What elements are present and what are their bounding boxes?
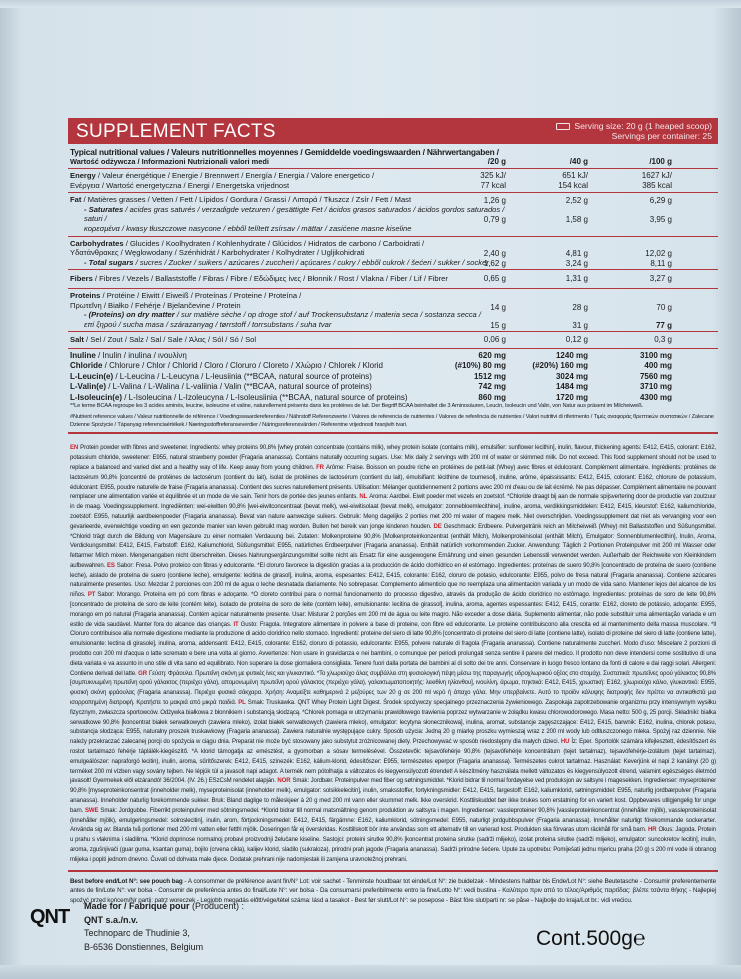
serving-info (556, 121, 712, 141)
language-section-text: Arôme: Fraise. Boisson en poudre riche en protéines de petit-lait (Whey) avec fibres et édulcorant. Complément alimentaire. Ingrédients: protéines de lactosérum 90,8% [concentré de protéines de lactosérum (contient du lait), isolat de protéines de lactosérum (contient du lait), émulsifiant: lécithine de tournesol], inuline, arôme, épaississants: E412, E415, colorant: E162, chlorure de potassium, édulcorant: E955, poudre naturelle de fraise (Fragaria ananassa). Contient des sucres naturellement présents. Utilisation: Mélanger quotidiennement 2 portions avec 200 ml d'eau ou de lait écrémé. Ne pas dépasser. Complément alimentaire ne pouvant remplacer une alimentation variée et équilibrée et un mode de vie sain. Tenir hors de portée des jeunes enfants. (70, 464, 716, 501)
carbs-40g: 4,81 g (565, 248, 588, 258)
dry-matter-translations-2: επί ξηρού / sucha masa / szárazanyag / tørrstoff / torrsubstans / suha tvar (84, 319, 332, 329)
language-section-text: Smak: Jordbær. Proteinpulver med fiber og søtningsmiddel. *Klorid bidrar til normal fordøyelse ved produksjon av saltsyre i magesekken. Ingredienser: myseproteiner 90,8% [myseproteinkonsentrat (inneholder melk), myseproteinisolat (inneholder melk), emulgator: solsikkelecitin], inulin, smaksstoffer, fortykningsmidler: E412, E415, fargestoff: E162, kaliumklorid, søtningsmiddel: E955, naturlig jordbærpulver (Fragaria ananassa). Inneholder naturlig forekommende sukker. Bruk: Bland daglige to måleskjeer à 20 g med 200 ml vann eller skummet melk. Ikke overskrid. Kosttilskuddet bør ikke brukes som erstatning for en variert kost. Oppbevares utilgjengelig for unge barn. (70, 778, 716, 814)
supplement-facts-header (68, 118, 718, 144)
carbs-100g: 12,02 g (645, 248, 672, 258)
language-code: NOR (277, 778, 291, 785)
language-section-text: Íz: Eper. Sportolók számára kifejlesztett, édesítőszert és rostot tartalmazó fehérje táplálék-kiegészítő. *A klorid támogatja az emésztést, a gyomorban a sósav termelésével. Összetevők: tejsavófehérje 90,8% (tejsavófehérje koncentrátum (tejet tartalmaz), tejsavófehérje-izolátum (tejet tartalmaz), emulgeálószer: napraforgó lecitin), inulin, aroma, sűrítőszerek: E412, E415, színezék: E162, kálium-klorid, édesítőszer: E955, természetes eperpor (Fragaria ananassa). Természetes cukrot tartalmaz. Használat: Keverjünk el napi 2 kanálnyi (20 g) terméket 200 ml vízben vagy sovány tejben. Ne lépjük túl a javasolt napi adagot. A termék nem pótolhatja a változatos és kiegyensúlyozott étrendet! A készítmény használata mellett változatos és kiegyensúlyozott étrend, valamint egészséges életmód javasolt! Gyermekek elől elzárandó! 36/2004. (IV. 26.) ESzCsM rendelet alapján. (70, 739, 716, 785)
servings-per-container: Servings per container: 25 (611, 131, 712, 141)
sugars-20g: 1,62 g (483, 258, 506, 268)
nutrient-label: L-Valin(e) (70, 382, 107, 392)
language-section-text: Aroma: Aardbei. Eiwit poeder met vezels en zoetstof. *Chloride draagt bij aan de normale spijsvertering door de productie van zoutzuur in de maag. Voedingssupplement. Ingrediënten: wei-eiwitten 90,8% [wei-eiwitconcentraat (bevat melk), wei-eiwitisolaat (bevat melk), emulgator: zonnebloemlecithine], inuline, aroma, verdikkingsmiddelen: E412, E415, kleurstof: E162, kaliumchloride, zoetstof: E955, natuurlijk aardbeienpoeder (Fragaria ananassa). Bevat van nature aanwezige suikers. Gebruik: Meng dagelijks 2 porties met 200 ml water of magere melk. Niet overschrijden. Voedingssupplement dat niet als vervanging voor een gevarieerde, evenwichtige voeding en een gezonde manier van leven gebruikt mag worden. Buiten het bereik van jonge kinderen houden. (70, 494, 717, 530)
nutrient-row (68, 361, 718, 371)
language-code: PT (87, 592, 96, 599)
nutrient-value: 1720 mg (555, 392, 588, 402)
sugars-40g: 3,24 g (565, 258, 588, 268)
proteins-translations-2: Πρωτεΐνη / Białko / Fehérje / Bjelančevine / Protein (70, 300, 241, 310)
producent-label: (Producent) : (189, 901, 245, 911)
dry-matter-label: - (Proteins) on dry matter (84, 310, 175, 320)
pouch-top-edge (0, 0, 741, 8)
fibers-20g: 0,65 g (483, 274, 506, 284)
proteins-translations: / Protéine / Eiwitt / Eiweiß / Proteínas / Proteine / Proteína / (100, 290, 302, 300)
nutrient-label: L-Leucin(e) (70, 371, 114, 381)
nutrient-value: 3100 mg (639, 350, 672, 360)
fibers-40g: 1,31 g (565, 274, 588, 284)
column-100g: /100 g (649, 157, 672, 166)
proteins-row (68, 289, 718, 332)
nutrient-label: Chloride (70, 361, 103, 371)
serving-size: Serving size: 20 g (1 heaped scoop) (574, 121, 712, 131)
nutrient-label: L-Isoleucin(e) (70, 392, 123, 402)
address-line-1: Technoparc de Thudinie 3, (84, 928, 190, 938)
proteins-label: Proteins (70, 290, 101, 300)
fat-row (68, 193, 718, 236)
salt-40g: 0,12 g (565, 335, 588, 345)
language-code: HU (560, 739, 570, 746)
sugars-label: - Total sugars (84, 257, 134, 267)
table-heading: Typical nutritional values / Valeurs nutritionnelles moyennes / Gemiddelde voedingswaarden / Nährwertangaben / (70, 147, 499, 157)
language-section-text: Γεύση: Φράουλα. Πρωτεΐνη σκόνη με φυτικές ίνες και γλυκαντικό. *Το χλωριούχο άλας συμβάλλει στη φυσιολογική πέψη μέσω της παραγωγής υδροχλωρικού οξέος στο στομάχι. Συστατικά: πρωτεΐνες ορού γάλακτος 90,8% [συμπυκνωμένη πρωτεΐνη ορού γάλακτος (περιέχει γάλα), απομονωμένη πρωτεΐνη ορού γάλακτος (περιέχει γάλα), γαλακτωματοποιητής: λεκιθίνη ηλίανθου], ινουλίνη, άρωμα, πηκτικά: E412, E415, χρωστική: E162, χλωριούχο κάλιο, γλυκαντικό: E955, φυσική σκόνη φράουλας (Fragaria ananassa). Περιέχει φυσικά σάκχαρα. Χρήση: Αναμείξτε καθημερινά 2 μεζούρες των 20 g σε 200 ml νερό ή άπαχο γάλα. Μην υπερβαίνετε. Αυτό το προϊόν κάλυψης διατροφής δεν πρέπει να αντικαθιστά μια ισορροπημένη διατροφή. Κρατήστε το μακριά από μικρά παιδιά. (70, 670, 717, 707)
dry-matter-40g: 31 g (572, 320, 588, 330)
ingredients-text (68, 434, 718, 871)
fat-translations: / Matières grasses / Vetten / Fett / Lípidos / Gordura / Grassi / Λιπαρά / Tłuszcz / Zsír / Fett / Mast (81, 195, 412, 205)
nutrient-value: 620 mg (478, 350, 506, 360)
salt-label: Salt (70, 335, 84, 345)
nutrient-value: (#20%) 160 mg (532, 361, 588, 371)
nutrient-value: 1240 mg (555, 350, 588, 360)
proteins-20g: 14 g (490, 302, 506, 312)
supplement-facts-panel (68, 118, 718, 910)
nutrient-row (68, 351, 718, 361)
nutrient-value: 4300 mg (639, 392, 672, 402)
fibers-label: Fibers (70, 274, 93, 284)
language-section-text: Sabor: Fresa. Polvo proteico con fibras y edulcorante. *El cloruro favorece la digestión gracias a la producción de ácido clorhídrico en el estómago. Ingredientes: proteínas de suero 90,8% [concentrado de proteína de suero (contiene leche), aislado de proteína de suero (contiene leche), emulgente: lecitina de girasol], inulina, aroma, espesantes: E412, E415, colorante: E162, cloruro de potasio, edulcorante: E955, polvo de fresa natural (Fragaria ananassa). Contiene azúcares naturalmente presentes. Uso: Mezclar 2 porciones con 200 ml de agua o leche desnatada diariamente. No sobrepasar. Complemento alimenticio que no reemplaza una alimentación variada y un modo de vida sano. Mantener lejos del alcance de los niños. (70, 562, 716, 599)
saturates-100g: 3,95 g (649, 215, 672, 225)
table-heading-row (68, 144, 718, 169)
dry-matter-100g: 77 g (655, 320, 672, 330)
carbohydrates-translations: / Glucides / Koolhydraten / Kohlenhydrate / Glúcidos / Hidratos de carbono / Carboidrati / (123, 238, 425, 248)
nutrient-row (68, 372, 718, 382)
fibers-translations: / Fibres / Vezels / Ballaststoffe / Fibras / Fibre / Εδώδιμες ίνες / Błonnik / Rost / Vlakna / Fiber / Lif / Fibrer (92, 274, 448, 284)
carbohydrates-translations-2: Υδατάνθρακες / Węglowodany / Szénhidrát / Karbohydrater / Kolhydrater / Ugljikohidrati (70, 248, 365, 258)
language-section-text: Geschmack: Erdbeere. Pulvergetränk reich an Milcheiweiß (Whey) mit Ballaststoffen und Süßungsmittel. *Chlorid trägt durch die Bildung von Magensäure zu einer normalen Verdauung bei. Zutaten: Molkenproteine 90,8% [Molkenproteinkonzentrat (enthält Milch), Molkenproteinisolat (enthält Milch), Emulgator: Sonnenblumenlecithin], Inulin, Aroma, Verdickungsmittel: E412, E415, Farbstoff: E162, Kaliumchlorid, Süßungsmittel: E955, natürliches Erdbeerpulver (Fragaria ananassa). Enthält natürlich vorkommenden Zucker. Anwendung: Täglich 2 Portionen Proteinpulver mit 200 ml Wasser oder fettarmer Milch mixen. Mengenangaben nicht überschreiten. Dieses Nahrungsergänzungsmittel sollte nicht als Ersatz für eine ausgewogene Ernährung und einen gesunden Lebensstil verwendet werden. Außerhalb der Reichweite von Kleinkindern aufbewahren. (70, 523, 717, 569)
column-40g: /40 g (569, 157, 588, 166)
nrv-note: #Nutrient reference values / Valeur nutritionnelle de référence / Voedingswaardereferenties / Nährstoff Referenzwerte / Valores de referencia de nutrientes / Valores de referência de nutrientes / Valori nutritivi di riferimento / Τιμές αναφοράς θρεπτικών συστατικών / Zalecane Dzienne Spożycie / Tápanyag referenciaértékek / Næringsstoffreferanseverdier / Näringsreferensvärden / Referentne vrijednosti hranjivih tvari. (70, 413, 714, 428)
language-code: ES (106, 562, 115, 569)
bcaa-note: **Le terme BCAA regroupe les 3 acides aminés, leucine, isoleucine et valine, naturellement présents dans les protéines de lait. Der Begriff BCAA beinhaltet die 3 Aminosäuren, Leucin, Isoleucin und Valin, von Natur aus präsent im Milcheiweiß. (70, 402, 644, 409)
language-section-text: Smak: Truskawka. QNT Whey Protein Light Digest. Środek spożywczy specjalnego przeznaczenia żywieniowego. Zaspokaja zapotrzebowanie organizmu przy intensywnym wysiłku fizycznym, zwłaszcza sportowców. Odżywka białkowa z błonnikiem i substancją słodzącą. *Chlorek pomaga w utrzymaniu prawidłowego trawienia poprzez wytwarzanie w żołądku kwasu chlorowodorowego. Masa netto: 500 g, 25 porcji. Składniki: białka serwatkowe 90,8% [koncentrat białek serwatkowych (zawiera mleko), izolat białek serwatkowych (zawiera mleko), emulgator: lecytyna słonecznikowa], inulina, aromat, substancje zagęszczające: E412, E415, barwnik: E162, inulina, chlorek potasu, substancja słodząca: E955, naturalny proszek truskawkowy (Fragaria ananassa). Zawiera naturalnie występujące cukry. Sposób użycia: Jedną 20 g miarkę proszku wymieszaj wraz z 200 ml wody lub odtłuszczonego mleka. Spożyj raz dziennie. Nie należy przekraczać zalecanej porcji do spożycia w ciągu dnia. Preparat nie może być stosowany jako substytut zróżnicowanej diety. Przechowywać w sposób niedostępny dla małych dzieci. (70, 700, 717, 746)
language-section-text: Sabor: Morango. Proteína em pó com fibras e adoçante. *O cloreto contribui para o normal funcionamento do processo digestivo, através da produção de ácido clorídrico no estômago. Ingredientes: proteínas de soro de leite 90,8% [concentrado de proteína de soro de leite (contém leite), isolado de proteína de soro de leite (contém leite), emulsionante: lecitina de girassol], inulina, aroma, agentes espessantes: E412, E415, corante: E162, cloreto de potássio, adoçante: E955, morango em pó natural (Fragaria ananassa). Contém açúcar naturalmente presente. Usar: Misturar 2 porções em 200 ml de água ou leite magro. Não exceder a dose diária. Suplemento alimentar, não pode substituir uma alimentação variada e um estilo de vida saudável. Manter fora do alcance das crianças. (70, 592, 717, 628)
nutrient-value: 1484 mg (555, 382, 588, 392)
carbs-20g: 2,40 g (483, 248, 506, 258)
saturates-40g: 1,58 g (565, 215, 588, 225)
saturates-20g: 0,79 g (483, 215, 506, 225)
language-code: FR (316, 464, 324, 471)
dry-matter-translations: / sur matière sèche / op droge stof / auf Trockensubstanz / materia seca / sostanza secca / (174, 310, 482, 320)
language-section-text: Protein powder with fibres and sweetener. Ingredients: whey proteins 90,8% [whey protein concentrate (contains milk), whey protein isolate (contains milk), emulsifier: sunflower lecithin], inulin, flavour, thickening agents: E412, E415, colorant: E162, potassium chloride, sweetener: E955, natural strawberry powder (Fragaria ananassa). Contains naturally occurring sugars. Use: Mix daily 2 servings with 200 ml of water or skimmed milk. Do not exceed. This food supplement should not be used to replace a balanced and varied diet and a healthy way of life. Keep away from young children. (70, 445, 716, 471)
language-code: DE (433, 523, 442, 530)
sugars-translations: / sucres / Zucker / suikers / azúcares / zuccheri / açúcares / cukry / ebből cukrok / šećeri / sukker / socker (133, 257, 489, 267)
energy-label: Energy (70, 171, 96, 180)
dry-matter-20g: 15 g (490, 320, 506, 330)
language-code: SWE (84, 807, 99, 814)
saturates-label: - Saturates (84, 204, 124, 214)
nutrient-label: Inuline (70, 350, 96, 360)
energy-40g: 651 kJ/ 154 kcal (558, 171, 588, 190)
saturates-translations: / acides gras saturés / verzadigde vetzuren / gesättigte Fet / ácidos grasos saturados / ácidos gordos saturados / saturi / (84, 204, 505, 224)
language-code: PL (238, 700, 246, 707)
language-section-text: Okus: Jagoda. Protein u prahu s vlaknima i sladilima. *Klorid doprinose normalnoj probavi proizvodnji želučane kiseline. Sastojci: proteini sirutke 90,8% [koncentrat proteina sirutke (sadrži mlijeko), izolat proteina sirutke (sadrži mlijeko), emulgator: suncokretov lecitin], inulin, aroma, zgušnjivači (guar guma, ksantan guma), bojilo (crvena cikla), kalijev klorid, sladilo (sukraloza), prirodni prah jagode (Fragaria ananassa). Sadrži prirodne šećere. Upute za upotrebu: Pomiješati jednu mjericu praha (20 g) s 200 ml vode ili obranog mlijeka i popiti jednom dnevno. Čuvati od dohvata male djece. Dodatak prehrani nije nadomjestak ili zamjena uravnotežnoj prehrani. (70, 827, 716, 863)
nutrient-value: (#10%) 80 mg (454, 361, 506, 371)
salt-translations: / Sel / Zout / Salz / Sal / Sale / Άλας / Sól / Só / Sol (83, 335, 257, 345)
energy-translations: / Valeur énergétique / Energie / Brennwert / Energía / Energia / Valore energetico / (95, 171, 375, 180)
fat-40g: 2,52 g (565, 196, 588, 206)
language-code: GR (138, 670, 147, 677)
carbohydrates-label: Carbohydrates (70, 238, 124, 248)
panel-title: SUPPLEMENT FACTS (76, 121, 276, 142)
nutrient-value: 742 mg (478, 382, 506, 392)
net-content: Cont.500g℮ (536, 927, 646, 950)
nutrient-value: 1512 mg (473, 371, 506, 381)
scoop-icon (556, 123, 570, 130)
carbohydrates-row (68, 237, 718, 271)
energy-100g: 1627 kJ/ 385 kcal (641, 171, 672, 190)
energy-row (68, 169, 718, 193)
energy-20g: 325 kJ/ 77 kcal (480, 171, 506, 190)
manufacturer-info (84, 900, 384, 954)
table-heading-2: Wartość odżywcza / Informazioni Nutrizionali valori medi (70, 157, 269, 166)
fat-20g: 1,26 g (483, 196, 506, 206)
best-before-translations: - A consommer de préférence avant fin/N° Lot: voir sachet - Tenminste houdbaar tot einde/Lot N°: zie buidelzak - Mindestens haltbar bis Ende/Lot N°: siehe Beutetasche - Consumir preferentemente antes de fin/Lote N°: ver bolsa - Consumir de preferência antes do final/Lote N°: ver bolsa - Da consumarsi preferibilmente entro la fine/Lotto N°: vedi bustina - Καλύτερο πριν από το τέλος/Αριθμός παρτίδας: βλέπε τσάντα θήκης - Najlepiej spożyć przed końcem/Nr partii: patrz woreczek - Legjobb megadás előtt/vége/tétel száma: lásd a tasakot - Best før slutt/Lot N°: se posepose - Bäst före slut/parti nr: se påse - Najbolje do kraja/Lot br.: vidi vrećicu. (70, 877, 716, 904)
nutrient-translations: / L-Leucina / L-Leucyna / L-leusiinia (**BCAA, natural source of proteins) (113, 371, 372, 381)
nutrient-translations: / Chlorure / Chlor / Chlorid / Cloro / Cloruro / Cloreto / Χλώριο / Chlorek / Klorid (102, 361, 383, 371)
proteins-40g: 28 g (572, 302, 588, 312)
nutrient-row (68, 382, 718, 392)
sugars-100g: 8,11 g (650, 258, 672, 268)
nutrient-translations: / L-Isoleucina / L-Izoleucyna / L-Isoleusiinia (**BCAA, natural source of proteins) (122, 392, 408, 402)
salt-20g: 0,06 g (483, 335, 506, 345)
proteins-100g: 70 g (656, 302, 672, 312)
column-20g: /20 g (487, 157, 506, 166)
nutrient-translations: / Inulin / inulina / ινουλίνη (95, 350, 187, 360)
best-before-label: Best before end/Lot N°: see pouch bag (70, 877, 183, 885)
fat-label: Fat (70, 195, 82, 205)
address-line-2: B-6536 Donstiennes, Belgium (84, 941, 204, 952)
energy-translations-2: Ενέργεια / Wartość energetyczna / Energi / Energetska vrijednost (70, 180, 290, 190)
made-for-label: Made for / Fabriqué pour (84, 901, 190, 911)
nutrient-value: 3024 mg (555, 371, 588, 381)
minor-nutrients (68, 349, 718, 434)
nutrient-value: 860 mg (478, 392, 506, 402)
fibers-100g: 3,27 g (649, 274, 672, 284)
saturates-translations-2: κορεσμένα / kwasy tłuszczowe nasycone / ebből telített zsírsav / mättar / zasićene masne kiseline (84, 223, 412, 233)
salt-row (68, 332, 718, 349)
language-section-text: Smak: Jordgubbe. Fiberrikt proteinpulver med sötningsmedel. *Klorid bidrar till normal matsmältning genom produktion av saltsyra i magen. Ingredienser: vassleproteiner 90,8% [vassleproteinkoncentrat (innehåller mjölk), vassleproteinisolat (innehåller mjölk), emulgeringsmedel: solroslecitin], inulin, arom, förtjockningsmedel: E412, E415, färgämne: E162, kaliumklorid, sötningsmedel: E955, naturligt jordgubbspulver (Fragaria ananassa). Innehåller naturligt förekommande sockerarter. Använda sig av: Blanda två portioner med 200 ml vatten eller fettfri mjölk. Doseringen får ej överskridas. Kosttillskott bör inte användas som ett alternativ till en varierad kost. Produkten ska förvaras utom räckhåll för små barn. (70, 807, 717, 834)
nutrient-value: 3710 mg (639, 382, 672, 392)
pouch-bottom-edge (0, 965, 741, 979)
language-code: EN (70, 445, 79, 452)
qnt-logo: QNT (30, 906, 70, 928)
nutrient-row (68, 393, 718, 403)
language-code: HR (647, 827, 657, 834)
salt-100g: 0,3 g (654, 335, 672, 345)
language-code: IT (233, 621, 239, 628)
nutrient-value: 7560 mg (639, 371, 672, 381)
company-name: QNT s.a./n.v. (84, 914, 138, 925)
language-code: NL (359, 494, 368, 501)
language-section-text: Gusto: Fragola. Integratore alimentare in polvere a base di proteine, con fibre ed edulcorante. Le proteine contribuiscono alla crescita ed al mantenimento della massa muscolare. *Il Cloruro contribuisce alla normale digestione mediante la produzione di acido cloridrico nello stomaco. Ingredienti: proteine del siero di latte 90,8% [concentrato di proteine del siero di latte (contiene latte), isolato di proteine del siero di latte (contiene latte), emulsionante: lectina di girasole], inulina, aroma, addensanti: E412, E415, colorante: E162, cloruro di potassio, edulcorante: E955, polvere naturale di fragola (Fragaria ananassa). Contiene naturalmente zuccheri. Modo d'uso: Miscelare 2 porzioni di prodotto con 200 ml d'acqua o latte scremato e bere una volta al giorno. Avvertenze: Non usare in gravidanza e nei bambini, o comunque per periodi prolungati senza sentire il parere del medico. Il prodotto non deve intendersi come sostitutivo di una dieta variata e va assunto in uno stile di vita sano ed equilibrato. Non superare la dose giornaliera consigliata. Tenere fuori dalla portata dei bambini al di sotto dei tre anni. Conservare in luogo fresco lontano da fonti di calore e dai raggi solari. Allergeni: Contiene derivati del latte. (70, 621, 717, 677)
fibers-row (68, 270, 718, 289)
fat-100g: 6,29 g (649, 196, 672, 206)
nutrient-translations: / L-Valina / L-Walina / L-valiinia / Valin (**BCAA, natural source of proteins) (106, 382, 372, 392)
nutrient-value: 400 mg (644, 361, 672, 371)
